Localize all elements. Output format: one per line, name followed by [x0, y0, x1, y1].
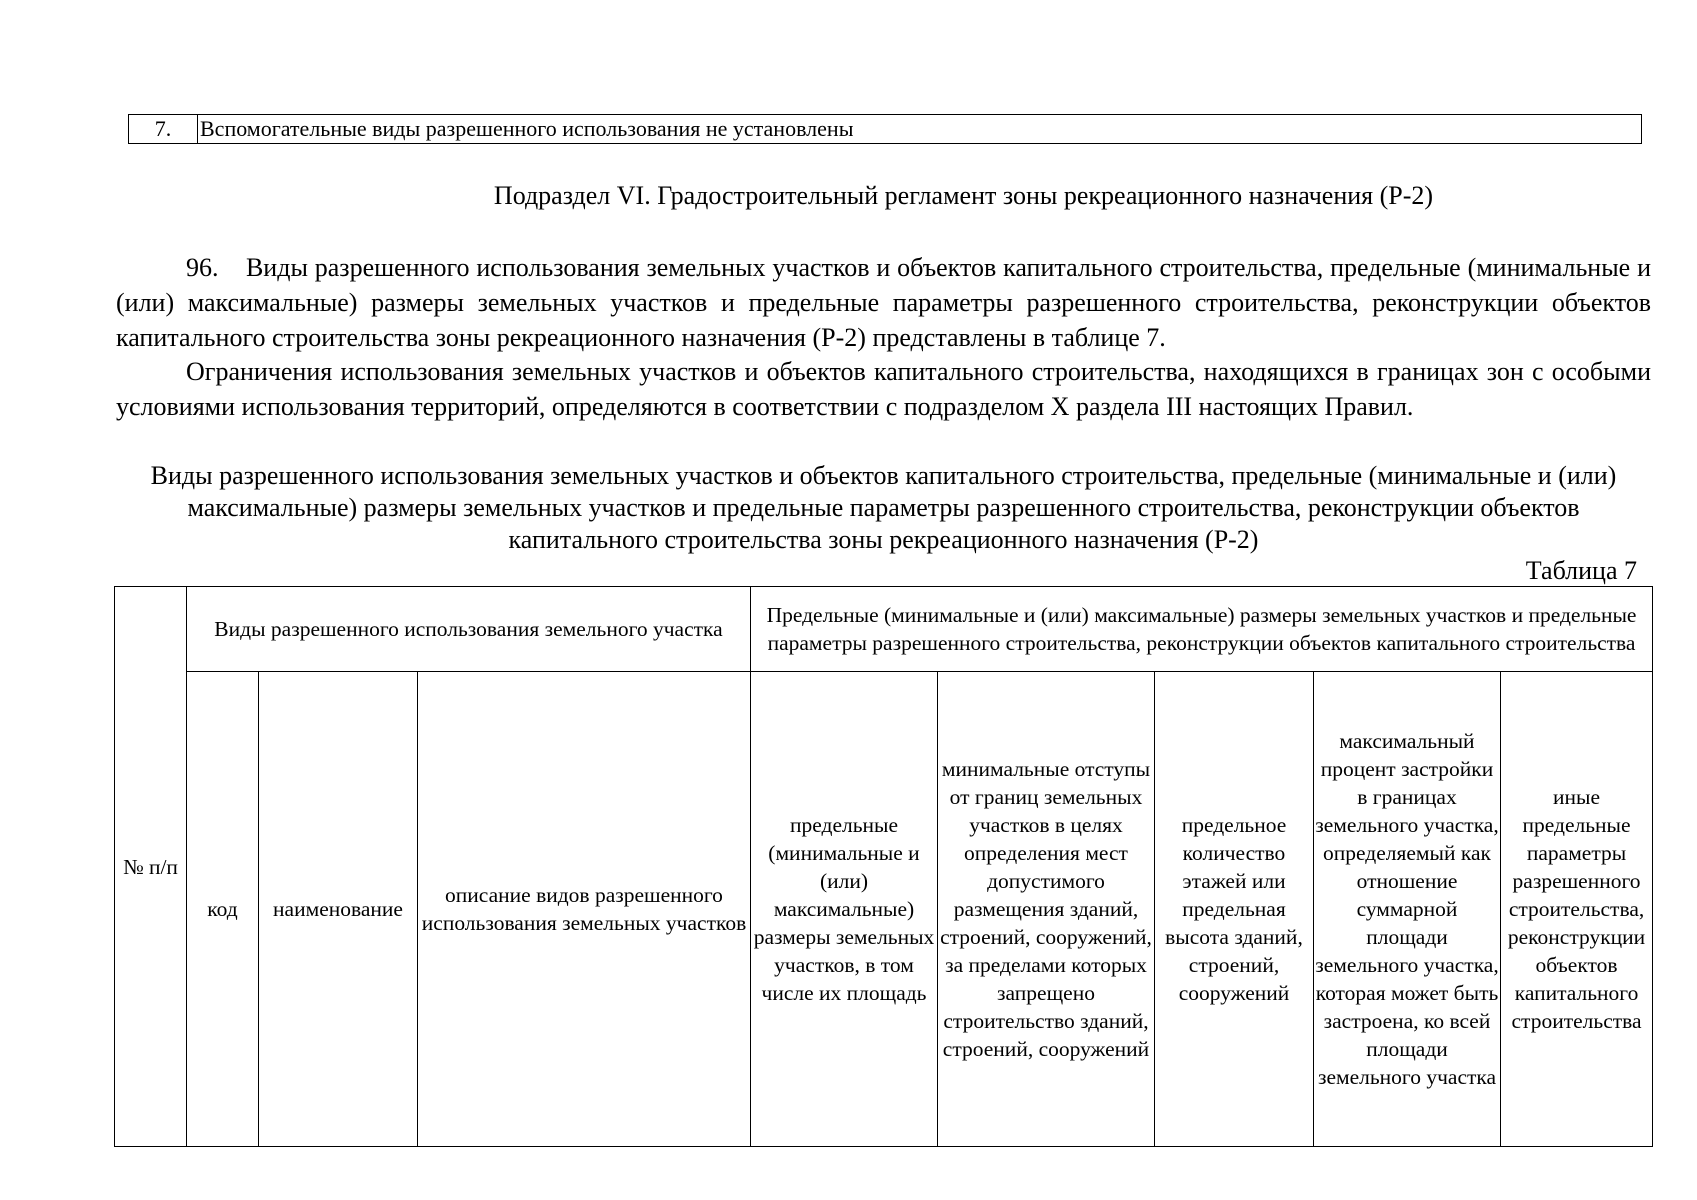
subsection-title: Подраздел VI. Градостроительный регламент зоны рекреационного назначения (Р-2) [493, 181, 1434, 210]
table-header-row [115, 587, 1653, 672]
header-name: наименование [259, 672, 418, 1147]
row-number: 7. [129, 115, 198, 143]
top-table-row [128, 114, 1642, 144]
header-number: № п/п [115, 587, 187, 1147]
header-size: предельные (минимальные и (или) максимальные) размеры земельных участков, в том числе их площадь [751, 672, 938, 1147]
regulation-table [114, 586, 1653, 1147]
table-subheader-row [115, 672, 1653, 1147]
header-usage-group: Виды разрешенного использования земельного участка [187, 587, 751, 672]
paragraph-number: 96. [186, 253, 219, 282]
header-setbacks: минимальные отступы от границ земельных участков в целях определения мест допустимого размещения зданий, строений, сооружений, за пределами которых запрещено строительство зданий, строений, сооружений [938, 672, 1155, 1147]
table-title: Виды разрешенного использования земельных участков и объектов капитального строительства, предельные (минимальные и (или) максимальные) размеры земельных участков и предельные параметры разрешенного строительства, реконструкции объектов капитального строительства зоны рекреационного назначения (Р-2) [150, 461, 1617, 554]
header-description: описание видов разрешенного использования земельных участков [418, 672, 751, 1147]
header-coverage: максимальный процент застройки в границах земельного участка, определяемый как отношение суммарной площади земельного участка, которая может быть застроена, ко всей площади земельного участка [1314, 672, 1501, 1147]
paragraph-restrictions [116, 354, 1651, 424]
header-code: код [187, 672, 259, 1147]
table-label: Таблица 7 [1525, 556, 1637, 585]
paragraph-96 [116, 250, 1651, 355]
header-floors: предельное количество этажей или предельная высота зданий, строений, сооружений [1155, 672, 1314, 1147]
paragraph-text: Ограничения использования земельных участков и объектов капитального строительства, находящихся в границах зон с особыми условиями использования территорий, определяются в соответствии с подразделом X раздела III настоящих Правил. [116, 357, 1651, 421]
header-other: иные предельные параметры разрешенного строительства, реконструкции объектов капитального строительства [1501, 672, 1653, 1147]
row-text: Вспомогательные виды разрешенного использования не установлены [200, 116, 854, 141]
header-limits-group: Предельные (минимальные и (или) максимальные) размеры земельных участков и предельные параметры разрешенного строительства, реконструкции объектов капитального строительства [751, 587, 1653, 672]
paragraph-text: Виды разрешенного использования земельных участков и объектов капитального строительства, предельные (минимальные и (или) максимальные) размеры земельных участков и предельные параметры разрешенного строительства, реконструкции объектов капитального строительства зоны рекреационного назначения (Р-2) представлены в таблице 7. [116, 253, 1651, 352]
